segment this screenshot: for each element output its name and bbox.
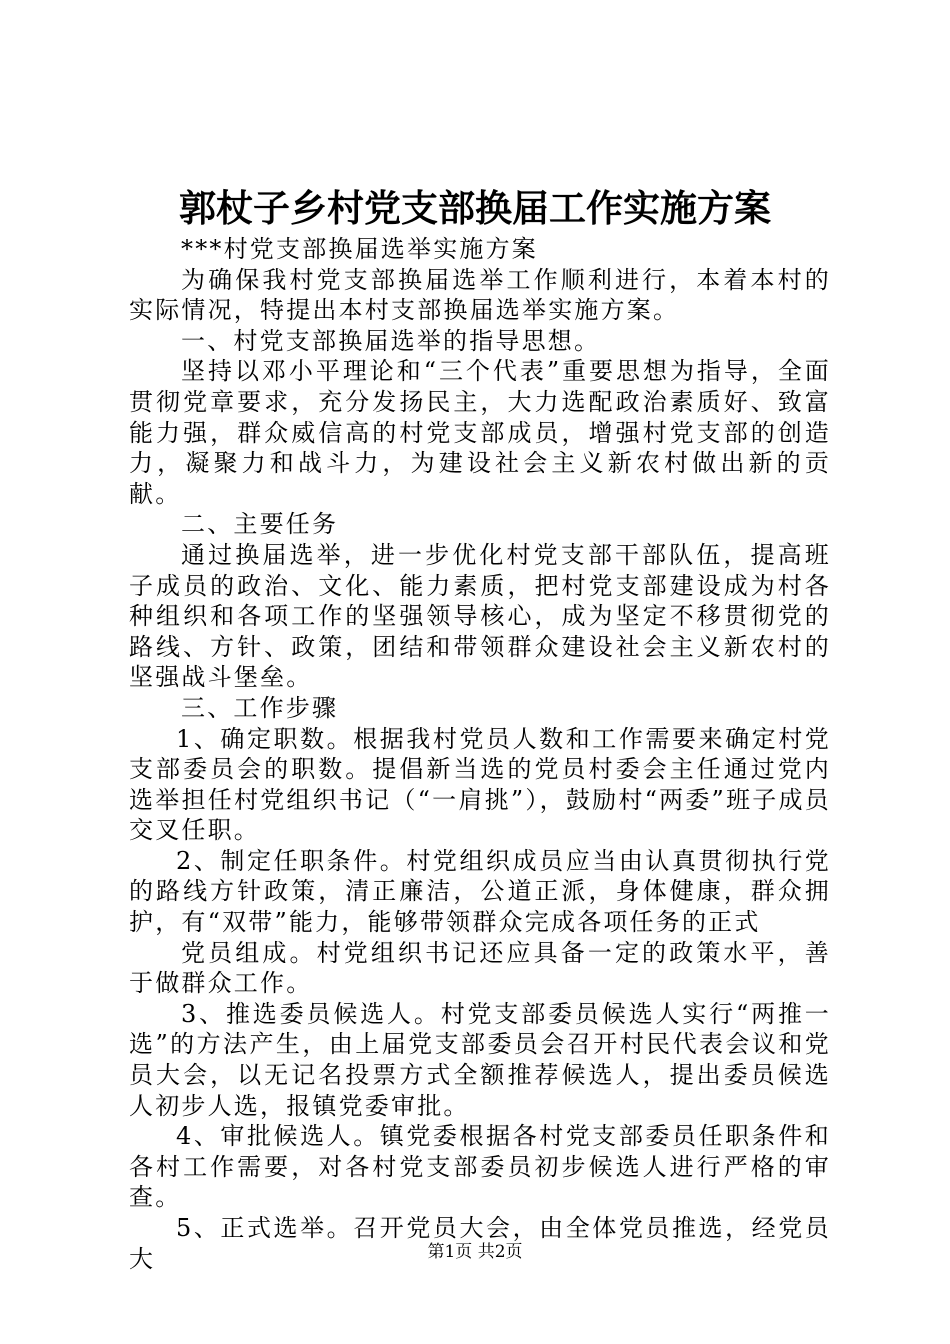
page-footer: 第1页 共2页 [427, 1242, 523, 1262]
paragraph-step-4: 4、审批候选人。镇党委根据各村党支部委员任职条件和各村工作需要，对各村党支部委员初步候选人进行严格的审查。 [129, 1122, 831, 1212]
document-body [129, 234, 831, 1274]
section-heading-main-tasks: 二、主要任务 [181, 510, 339, 539]
paragraph-guiding-thought: 坚持以邓小平理论和“三个代表”重要思想为指导，全面贯彻党章要求，充分发扬民主，大力选配政治素质好、致富能力强，群众威信高的村党支部成员，增强村党支部的创造力，凝聚力和战斗力，为建设社会主义新农村做出新的贡献。 [129, 357, 831, 508]
paragraph-intro: 为确保我村党支部换届选举工作顺利进行，本着本村的实际情况，特提出本村支部换届选举实施方案。 [129, 265, 831, 325]
paragraph-step-2: 2、制定任职条件。村党组织成员应当由认真贯彻执行党的路线方针政策，清正廉洁，公道正派，身体健康，群众拥护，有“双带”能力，能够带领群众完成各项任务的正式 [129, 846, 831, 937]
document-title: 郭杖子乡村党支部换届工作实施方案 [179, 186, 771, 230]
paragraph-subtitle: ***村党支部换届选举实施方案 [181, 235, 538, 263]
paragraph-step-1: 1、确定职数。根据我村党员人数和工作需要来确定村党支部委员会的职数。提倡新当选的党员村委会主任通过党内选举担任村党组织书记（“一肩挑”），鼓励村“两委”班子成员交叉任职。 [129, 724, 831, 845]
paragraph-step-2-continued: 党员组成。村党组织书记还应具备一定的政策水平，善于做群众工作。 [129, 938, 831, 998]
paragraph-step-3: 3、推选委员候选人。村党支部委员候选人实行“两推一选”的方法产生，由上届党支部委员会召开村民代表会议和党员大会，以无记名投票方式全额推荐候选人，提出委员候选人初步人选，报镇党委审批。 [129, 999, 831, 1120]
section-heading-guiding-thought: 一、村党支部换届选举的指导思想。 [181, 326, 601, 355]
paragraph-main-tasks: 通过换届选举，进一步优化村党支部干部队伍，提高班子成员的政治、文化、能力素质，把村党支部建设成为村各种组织和各项工作的坚强领导核心，成为坚定不移贯彻党的路线、方针、政策，团结和带领群众建设社会主义新农村的坚强战斗堡垒。 [129, 540, 831, 692]
section-heading-work-steps: 三、工作步骤 [181, 693, 339, 722]
paragraph-step-5: 5、正式选举。召开党员大会，由全体党员推选，经党员大 [129, 1214, 831, 1273]
